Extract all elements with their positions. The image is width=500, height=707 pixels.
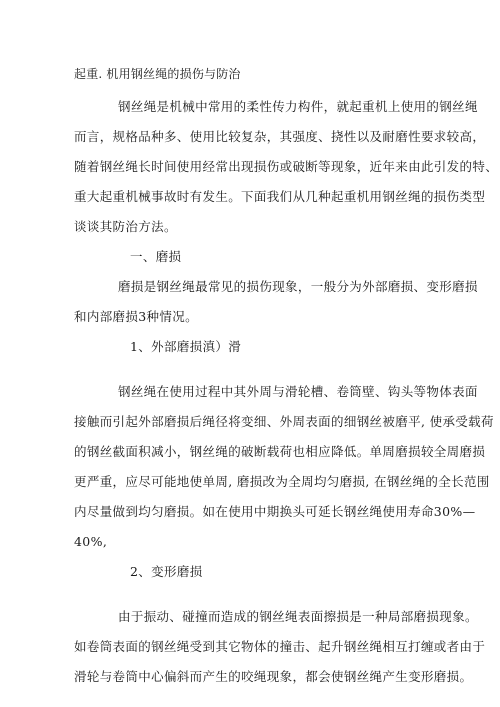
- paragraph-line: 和内部磨损3种情况。: [74, 309, 198, 324]
- subsection-heading: 2、变形磨损: [130, 564, 203, 579]
- paragraph-line: 接触而引起外部磨损后绳径将变细、外周表面的细钢丝被磨平, 使承受载荷: [74, 414, 494, 429]
- paragraph-line: 40%,: [74, 534, 108, 549]
- subsection-heading: 1、外部磨损滇）滑: [130, 339, 242, 354]
- paragraph-line: 更严重，应尽可能地使单周, 磨损改为全周均匀磨损, 在钢丝绳的全长范围: [74, 474, 490, 489]
- section-heading: 一、磨损: [130, 249, 182, 264]
- paragraph-line: 的钢丝截面积减小，钢丝绳的破断载荷也相应降低。单周磨损较全周磨损: [74, 444, 486, 459]
- paragraph-line: 滑轮与卷筒中心偏斜而产生的咬绳现象，都会使钢丝绳产生变形磨损。: [74, 669, 473, 684]
- paragraph-line: 钢丝绳在使用过程中其外周与滑轮槽、卷筒壁、钩头等物体表面: [118, 384, 478, 399]
- paragraph-line: 而言，规格品种多、使用比较复杂，其强度、挠性以及耐磨性要求较高，: [74, 129, 486, 144]
- paragraph-line: 随着钢丝绳长时间使用经常出现损伤或破断等现象，近年来由此引发的特、: [74, 159, 499, 174]
- paragraph-line: 内尽量做到均匀磨损。如在使用中期换头可延长钢丝绳使用寿命30%—: [74, 504, 476, 519]
- paragraph-line: 由于振动、碰撞而造成的钢丝绳表面擦损是一种局部磨损现象。: [118, 609, 478, 624]
- document-title: 起重. 机用钢丝绳的损伤与防治: [74, 67, 241, 81]
- paragraph-line: 钢丝绳是机械中常用的柔性传力构件，就起重机上使用的钢丝绳: [118, 99, 478, 114]
- paragraph-line: 如卷筒表面的钢丝绳受到其它物体的撞击、起升钢丝绳相互打缠或者由于: [74, 639, 486, 654]
- paragraph-line: 重大起重机械事故时有发生。下面我们从几种起重机用钢丝绳的损伤类型: [74, 189, 486, 204]
- paragraph-line: 谈谈其防治方法。: [74, 219, 177, 234]
- paragraph-line: 磨损是钢丝绳最常见的损伤现象，一般分为外部磨损、变形磨损: [118, 279, 478, 294]
